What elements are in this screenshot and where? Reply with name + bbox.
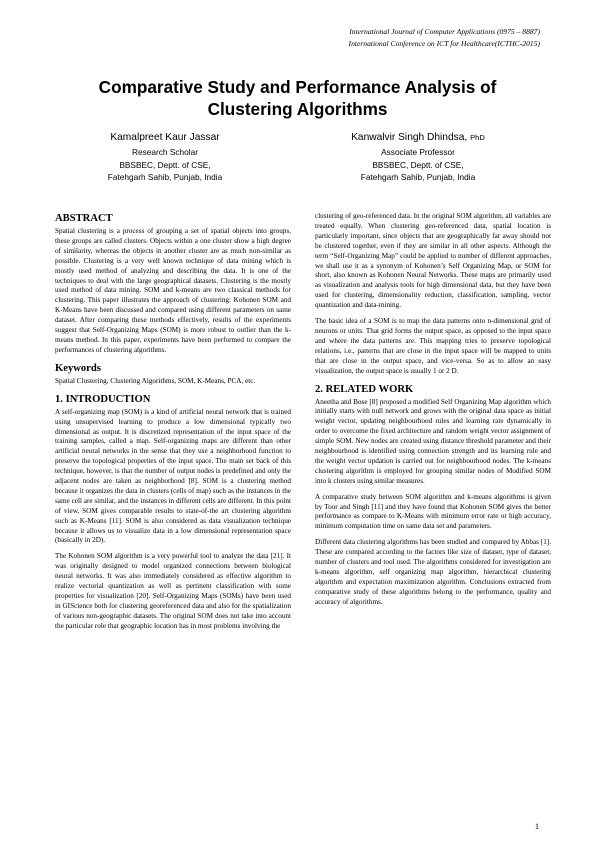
author-name: Kanwalvir Singh Dhindsa, PhD	[351, 132, 485, 143]
author-dept: BBSBEC, Deptt. of CSE,	[119, 159, 211, 170]
author-location: Fatehgarh Sahib, Punjab, India	[360, 172, 476, 182]
abstract-text: Spatial clustering is a process of grouping a set of spatial objects into groups, these groups are called clusters. Objects within a one cluster show a high degree of similarity, whereas the objects in another cluster are as much non-similar as possible. Clustering is a very well known technique of data mining which is mostly used method of analyzing and describing the data. It is one of the techniques to deal with the large geographical datasets. Clustering is the mostly used method of data mining. SOM and k-means are two classical methods for clustering. This paper illustrates the approach of clustering: Kohonen SOM and K-Means have been discussed and compared using different parameters on same dataset. After comparing these methods effectively, results of the experiments suggest that Self-Organizing Maps (SOM) is more robust to outlier than the k-means method. In this paper, experiments have been performed to compare the performances of clustering algorithms.	[55, 227, 291, 354]
paragraph: Different data clustering algorithms has been studied and compared by Abbas [1]. These are compared according to the factors like size of dataset, type of dataset, number of clusters and tool used. The algorithms considered for investigation are k-means algorithm, self organizing map algorithm, hierarchical clustering algorithm and expectation maximization algorithm. Conclusions extracted from comparative study of these algorithms belong to the performance, quality and accuracy of algorithms.	[315, 538, 551, 606]
author-name: Kamalpreet Kaur Jassar	[110, 132, 220, 143]
keywords-text: Spatial Clustering, Clustering Algorithms, SOM, K-Means, PCA, etc.	[55, 376, 256, 385]
left-column	[55, 212, 291, 638]
author-degree: PhD	[470, 133, 485, 142]
journal-header-line1: International Journal of Computer Applications (0975 – 8887)	[349, 27, 540, 36]
introduction-heading: 1. INTRODUCTION	[55, 393, 151, 405]
author-block-1	[50, 131, 280, 184]
author-role: Research Scholar	[132, 147, 198, 157]
journal-header	[349, 26, 540, 49]
right-column	[315, 212, 551, 614]
paragraph: The basic idea of a SOM is to map the data patterns onto n-dimensional grid of neurons or units. That grid forms the output space, as opposed to the input space and where the data patterns are. This mapping tries to preserve topological relations, i.e., patterns that are close in the input space will be mapped to units that are close in the output space, and vice-versa. So as to allow an easy visualization, the output space is usually 1 or 2 D.	[315, 317, 551, 375]
paragraph: Aneetha and Bose [8] proposed a modified Self Organizing Map algorithm which initially starts with null network and grows with the original data space as initial weight vector, updating neighbourhood rules and learning rate dynamically in order to overcome the fixed architecture and random weight vector assignment of simple SOM. New nodes are created using distance threshold parameter and their neighbourhood is identified using connection strength and its learning rule and the weight vector updation is carried out for neighbourhood nodes. The k-means clustering algorithm is employed for grouping similar nodes of Modified SOM into k clusters using similar measures.	[315, 397, 551, 485]
author-role: Associate Professor	[381, 147, 455, 157]
journal-header-line2: International Conference on ICT for Healthcare(ICTHC-2015)	[348, 38, 540, 48]
paragraph: clustering of geo-referenced data. In the original SOM algorithm, all variables are treated equally. When clustering geo-referenced data, spatial location is particularly important, since objects that are geographically far away should not be clustered together, even if they are similar in all other aspects. Although the term “Self-Organizing Map” could be applied to number of different approaches, we shall use it as a synonym of Kohonen’s Self Organizing Map, or SOM for short, also known as Kohonen Neural Networks. These maps are primarily used as visualization and analysis tools for high dimensional data, but they have been used for clustering, dimensionality reduction, classification, sampling, vector quantization and data-mining.	[315, 212, 551, 310]
paragraph: The Kohonen SOM algorithm is a very powerful tool to analyze the data [21]. It was originally designed to model organized connections between biological neural networks. It was also immediately considered as effective algorithm to realize vectorial quantization as well as pertinent classification with some properties for visualization [20]. Self-Organizing Maps (SOMs) have been used in GIScience both for clustering georeferenced data and also for the spatialization of various non-geographic datasets. The original SOM does not take into account the particular role that geographic location has in most problems involving the	[55, 552, 291, 630]
page-number: 1	[535, 822, 539, 831]
author-dept: BBSBEC, Deptt. of CSE,	[372, 159, 464, 170]
author-location: Fatehgarh Sahib, Punjab, India	[107, 172, 223, 182]
keywords-heading: Keywords	[55, 362, 101, 374]
paragraph: A comparative study between SOM algorithm and k-means algorithms is given by Toor and Singh [11] and they have found that Kohonen SOM gives the better performance as compare to K-Means with minimum error rate or high accuracy, minimum computation time on same data set and parameters.	[315, 492, 551, 531]
author-block-2	[303, 131, 533, 184]
paragraph: A self-organizing map (SOM) is a kind of artificial neural network that is trained using unsupervised learning to produce a low dimensional typically two dimensional as output. It is discretized representation of the input space of the training samples, called a map. Self-organizing maps are different than other artificial neural networks in the sense that they use a neighborhood function to preserve the topological properties of the input space. The main set back of this technique, however, is that the number of output nodes is predefined and only the adjacent nodes are taken as neighborhood [8]. SOM is a clustering method because it organizes the data in clusters (cells of map) such as the instances in the same cell are similar, and the instances in different cells are different. In this point of view, SOM gives comparable results to state-of-the art clustering algorithm such as K-Means [11]. SOM is also considered as data visualization technique because it allows us to visualize data in a low dimensional representation space (basically in 2D).	[55, 407, 291, 545]
paper-title: Comparative Study and Performance Analysis of Clustering Algorithms	[98, 77, 497, 119]
abstract-heading: ABSTRACT	[55, 213, 113, 224]
related-work-heading: 2. RELATED WORK	[315, 383, 414, 395]
